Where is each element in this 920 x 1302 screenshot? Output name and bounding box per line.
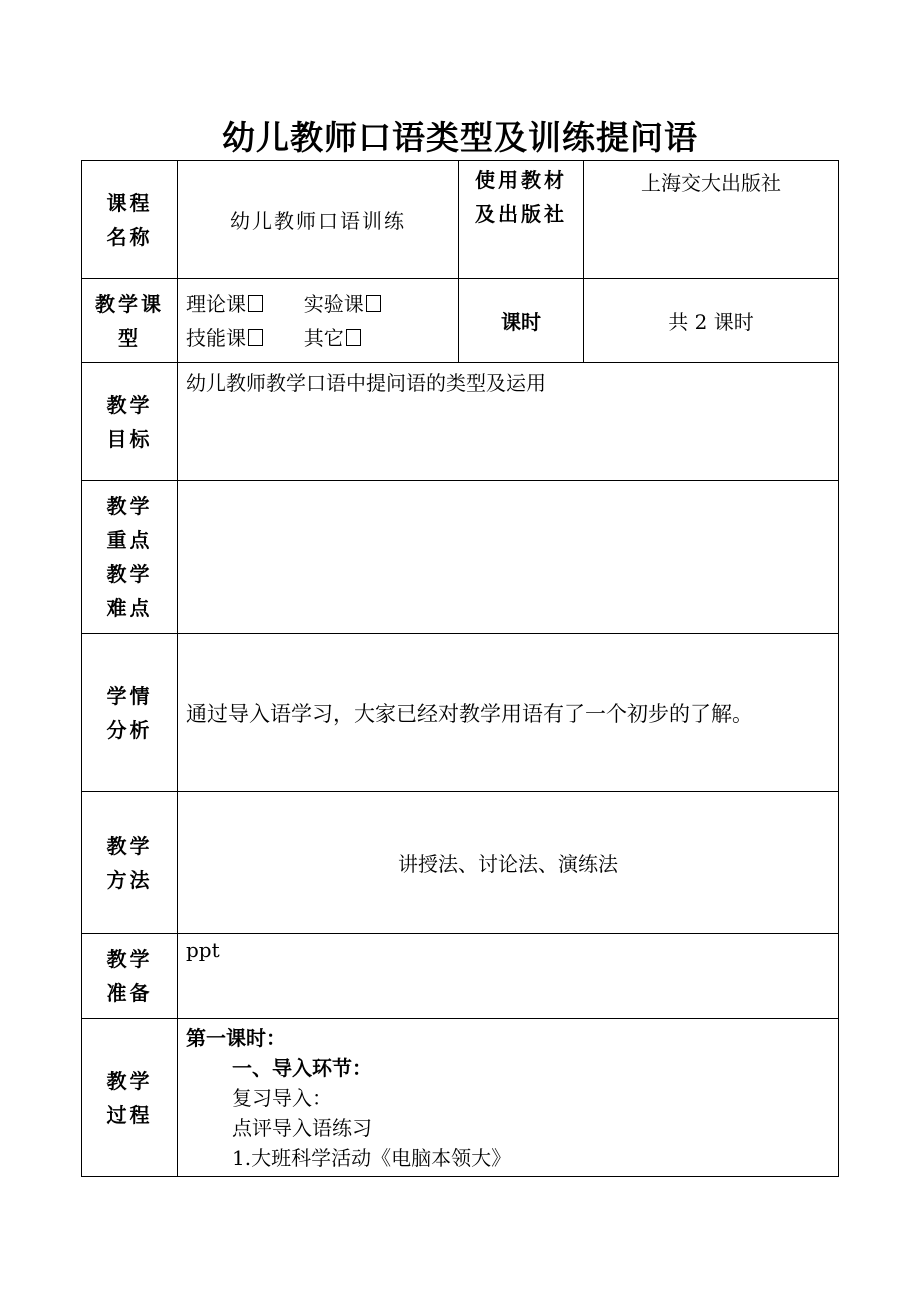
prep-value: ppt bbox=[178, 934, 839, 1019]
row-goal bbox=[82, 363, 839, 481]
course-type-line-1 bbox=[186, 287, 458, 321]
process-content bbox=[178, 1019, 839, 1177]
key-points-label: 教学 重点 教学 难点 bbox=[82, 481, 178, 634]
textbook-value: 上海交大出版社 bbox=[584, 161, 839, 279]
lesson-plan-table bbox=[81, 160, 839, 1177]
option-other[interactable]: 其它 bbox=[304, 326, 361, 350]
checkbox-icon bbox=[248, 295, 263, 312]
process-line: 复习导入： bbox=[232, 1086, 332, 1110]
process-label: 教学 过程 bbox=[82, 1019, 178, 1177]
course-type-label: 教学课 型 bbox=[82, 279, 178, 363]
row-prep bbox=[82, 934, 839, 1019]
process-line-section: 一、导入环节： bbox=[232, 1056, 372, 1080]
row-process bbox=[82, 1019, 839, 1177]
analysis-label: 学情 分析 bbox=[82, 634, 178, 792]
course-type-options bbox=[178, 279, 459, 363]
option-skill[interactable]: 技能课 bbox=[186, 326, 263, 350]
row-course-name bbox=[82, 161, 839, 279]
checkbox-icon bbox=[366, 295, 381, 312]
process-line-session: 第一课时： bbox=[186, 1026, 286, 1050]
process-line: 点评导入语练习 bbox=[232, 1116, 372, 1140]
option-lab[interactable]: 实验课 bbox=[304, 292, 381, 316]
key-points-value bbox=[178, 481, 839, 634]
row-key-points bbox=[82, 481, 839, 634]
row-method bbox=[82, 792, 839, 934]
process-line: 1.大班科学活动《电脑本领大》 bbox=[232, 1146, 512, 1170]
prep-label: 教学 准备 bbox=[82, 934, 178, 1019]
method-label: 教学 方法 bbox=[82, 792, 178, 934]
goal-label: 教学 目标 bbox=[82, 363, 178, 481]
checkbox-icon bbox=[248, 329, 263, 346]
course-name-label: 课程 名称 bbox=[82, 161, 178, 279]
course-type-line-2 bbox=[186, 321, 458, 355]
row-analysis bbox=[82, 634, 839, 792]
document-title: 幼儿教师口语类型及训练提问语 bbox=[222, 118, 698, 157]
row-course-type bbox=[82, 279, 839, 363]
analysis-value: 通过导入语学习，大家已经对教学用语有了一个初步的了解。 bbox=[178, 634, 839, 792]
checkbox-icon bbox=[346, 329, 361, 346]
course-name-value: 幼儿教师口语训练 bbox=[178, 161, 459, 279]
hours-value: 共 2 课时 bbox=[584, 279, 839, 363]
goal-value: 幼儿教师教学口语中提问语的类型及运用 bbox=[178, 363, 839, 481]
hours-label: 课时 bbox=[459, 279, 584, 363]
option-theory[interactable]: 理论课 bbox=[186, 292, 263, 316]
textbook-label: 使用教材 及出版社 bbox=[459, 161, 584, 279]
method-value: 讲授法、讨论法、演练法 bbox=[178, 792, 839, 934]
